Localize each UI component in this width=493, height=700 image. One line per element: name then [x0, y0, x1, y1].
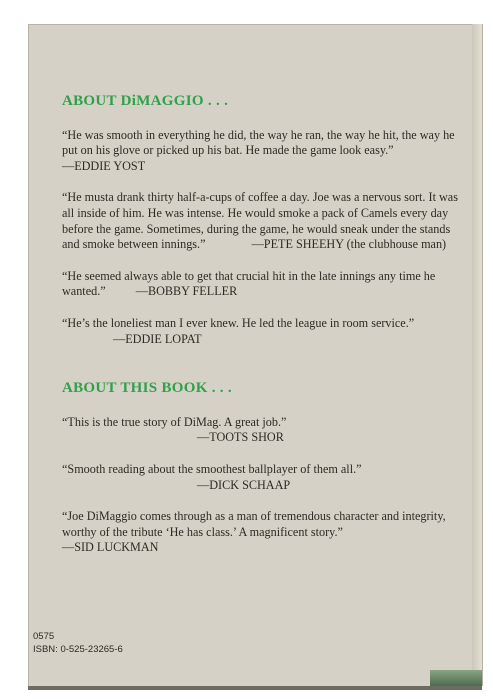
quote-attribution: —EDDIE LOPAT	[113, 331, 202, 346]
quote-block	[62, 190, 462, 252]
quote-attribution: —SID LUCKMAN	[62, 540, 159, 555]
section-heading-about-this-book: ABOUT THIS BOOK . . .	[62, 380, 232, 397]
quote-attribution: —TOOTS SHOR	[197, 430, 284, 445]
section-heading-about-dimaggio: ABOUT DiMAGGIO . . .	[62, 93, 229, 109]
quote-block	[62, 462, 462, 493]
quote-text: “He’s the loneliest man I ever knew. He led the league in room service.”	[62, 315, 415, 330]
quote-attribution: —PETE SHEEHY (the clubhouse man)	[251, 237, 447, 252]
jacket-footer	[33, 630, 123, 656]
quote-attribution: —BOBBY FELLER	[135, 284, 238, 299]
quote-block	[62, 128, 462, 175]
quote-block	[62, 509, 462, 556]
quote-text: “Smooth reading about the smoothest ballplayer of them all.”	[62, 461, 362, 476]
quote-attribution: —EDDIE YOST	[62, 158, 146, 173]
quote-block	[62, 415, 462, 446]
isbn-number: ISBN: 0-525-23265-6	[33, 644, 123, 655]
jacket-text	[62, 94, 462, 572]
quote-text: “He musta drank thirty half-a-cups of coffee a day. Joe was a nervous sort. It was all inside of him. He was intense. He would smoke a pack of Camels every day before the game. Sometimes, during the game, he would sneak under the stands and smoke between innings.”	[62, 190, 458, 252]
book-spine-edge	[472, 24, 483, 686]
book-bottom-edge	[28, 686, 482, 690]
quote-text: “He seemed always able to get that crucial hit in the late innings any time he wanted.”	[62, 268, 436, 299]
quote-text: “This is the true story of DiMag. A great job.”	[62, 414, 287, 429]
quote-block	[62, 316, 462, 347]
quote-block	[62, 269, 462, 300]
quote-text: “He was smooth in everything he did, the way he ran, the way he hit, the way he put on his glove or picked up his bat. He made the game look easy.”	[62, 127, 455, 158]
catalog-code: 0575	[33, 631, 55, 642]
green-binding-strip	[430, 670, 482, 686]
quote-text: “Joe DiMaggio comes through as a man of tremendous character and integrity, worthy of the tribute ‘He has class.’ A magnificent story.”	[62, 509, 446, 539]
quote-attribution: —DICK SCHAAP	[197, 477, 291, 492]
